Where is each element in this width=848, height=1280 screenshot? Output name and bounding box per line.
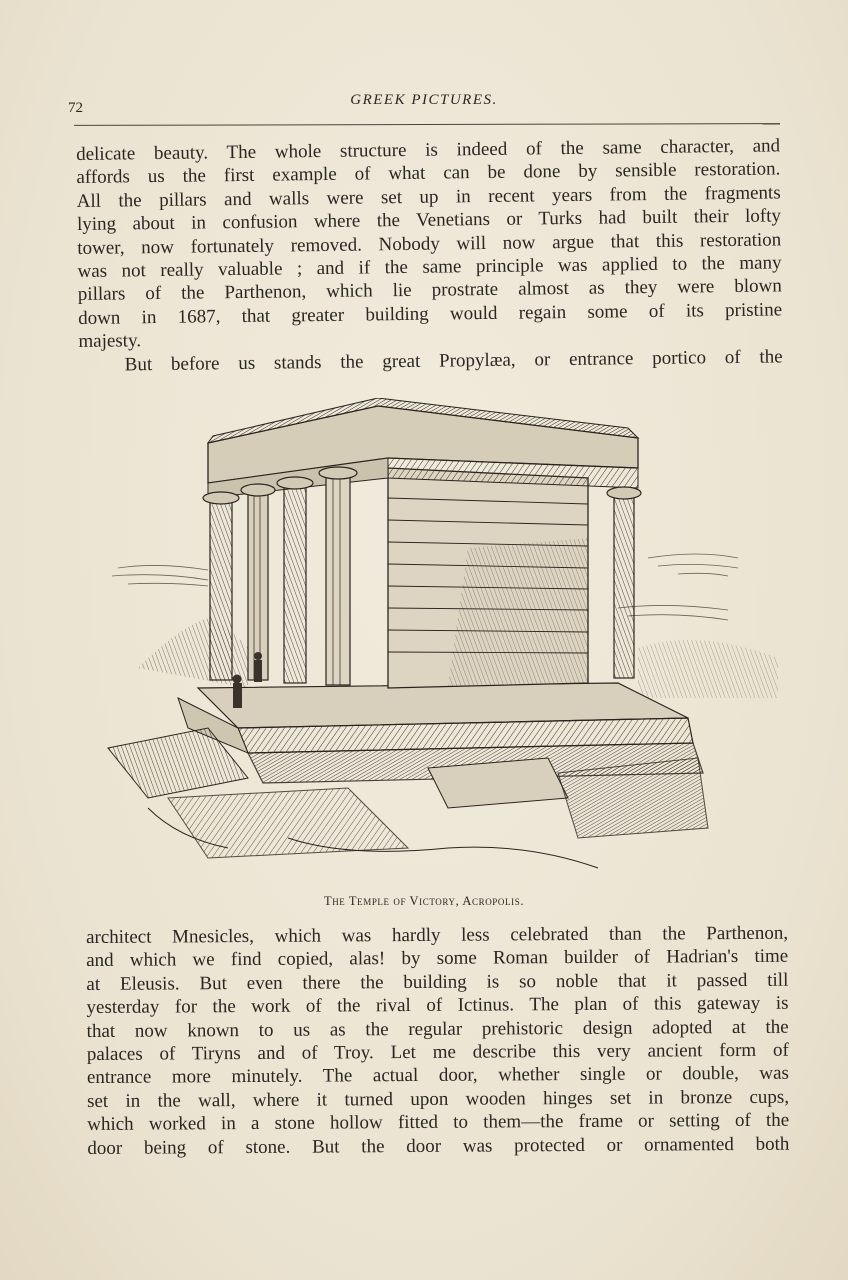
text-line: at Eleusis. But even there the building is so noble that it passed till (86, 969, 789, 995)
text-line: affords us the first example of what can be done by sensible restoration. (76, 158, 781, 189)
text-line-indented: But before us stands the great Propylæa, or entrance portico of the (124, 345, 783, 375)
text-line: which worked in a stone hollow fitted to them—the frame or setting of the (87, 1109, 790, 1136)
text-line: was not really valuable ; and if the same principle was applied to the many (77, 252, 782, 282)
text-line: entrance more minutely. The actual door, whether single or double, was (86, 1063, 789, 1089)
text-line: door being of stone. But the door was protected or ornamented both (87, 1133, 790, 1159)
text-line: All the pillars and walls were set up in recent years from the fragments (76, 182, 781, 212)
figure-caption: The Temple of Victory, Acropolis. (323, 894, 525, 908)
text-line: majesty. (78, 330, 142, 353)
text-line: that now known to us as the regular prehistoric design adopted at the (86, 1016, 789, 1042)
text-line: architect Mnesicles, which was hardly less celebrated than the Parthenon, (86, 922, 789, 948)
cella-wall (388, 468, 588, 688)
text-line: palaces of Tiryns and of Troy. Let me describe this very ancient form of (86, 1039, 789, 1065)
temple-engraving (88, 398, 788, 888)
hill-right (638, 640, 778, 698)
running-title: GREEK PICTURES. (350, 92, 498, 108)
paragraph-2 (86, 922, 789, 1160)
page-number: 72 (68, 100, 83, 116)
text-line: lying about in confusion where the Venetians or Turks had built their lofty (76, 205, 782, 236)
text-line: pillars of the Parthenon, which lie prostrate almost as they were blown (77, 275, 782, 306)
text-line: delicate beauty. The whole structure is indeed of the same character, and (76, 135, 781, 165)
paragraph-1 (76, 134, 783, 376)
text-line: tower, now fortunately removed. Nobody will now argue that this restoration (77, 228, 782, 259)
text-line: and which we find copied, alas! by some Roman builder of Hadrian's time (86, 946, 789, 972)
text-line: down in 1687, that greater building would regain some of its pristine (78, 299, 783, 329)
header-rule (74, 123, 780, 126)
text-line: yesterday for the work of the rival of Ictinus. The plan of this gateway is (86, 992, 789, 1019)
text-line: set in the wall, where it turned upon wooden hinges set in bronze cups, (87, 1086, 790, 1112)
